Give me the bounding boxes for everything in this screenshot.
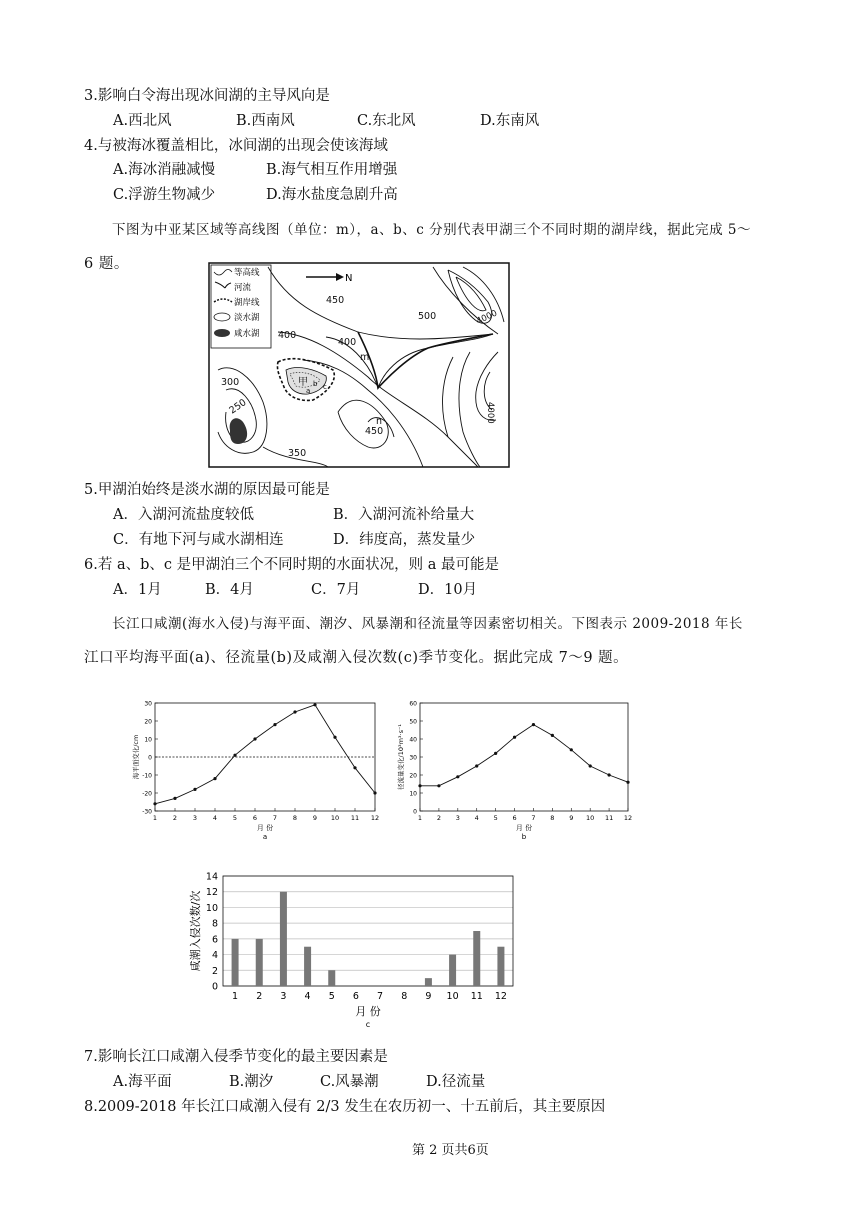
y-tick-label: -30 [142,808,152,816]
q4-option-d: D.海水盐度急剧升高 [266,187,398,203]
x-tick-label: 2 [256,991,263,1002]
q3-option-b: B.西南风 [236,113,295,129]
legend-freshwater: 淡水湖 [234,313,260,323]
q6-option-d: D．10月 [418,582,478,598]
q5-option-d: D．纬度高，蒸发量少 [333,532,476,548]
x-tick-label: 9 [569,814,574,822]
q5-option-a: A．入湖河流盐度较低 [113,507,254,523]
q3-stem: 3.影响白令海出现冰间湖的主导风向是 [84,88,330,104]
contour-label-450-top: 450 [326,295,345,306]
data-point [153,802,156,805]
label-b: b [313,380,318,388]
contour-label-4000-right: 4000 [485,402,495,424]
contour-label-400-left: 400 [278,330,297,341]
bar [280,892,287,986]
q4-option-a: A.海冰消融减慢 [113,162,216,178]
q5-option-c: C．有地下河与咸水湖相连 [113,532,284,548]
x-tick-label: 2 [436,814,441,822]
y-tick-label: 0 [211,981,218,993]
panel-label: a [262,833,268,841]
x-tick-label: 1 [152,814,158,822]
q5-option-b: B．入湖河流补给量大 [333,507,475,523]
x-tick-label: 1 [232,991,239,1002]
data-point [173,797,176,800]
x-tick-label: 12 [370,814,380,822]
bar [304,947,311,986]
y-tick-label: -20 [142,790,152,798]
intro-5-6-line1: 下图为中亚某区域等高线图（单位：m），a、b、c 分别代表甲湖三个不同时期的湖岸线，据此完成 5～ [112,222,751,238]
y-tick-label: 14 [205,871,218,883]
y-tick-label: 20 [144,718,152,726]
x-tick-label: 12 [494,991,507,1002]
contour-label-450-bottom: 450 [365,426,384,437]
contour-label-250: 250 [227,397,249,417]
q7-stem: 7.影响长江口咸潮入侵季节变化的最主要因素是 [84,1049,388,1065]
bar [425,978,432,986]
north-label: N [345,273,353,284]
legend-freshwater-icon [214,313,230,321]
label-c: c [323,383,327,391]
contour-label-300: 300 [221,377,240,388]
x-tick-label: 9 [312,814,318,822]
q7-option-a: A.海平面 [113,1074,172,1090]
q8-stem: 8.2009-2018 年长江口咸潮入侵有 2/3 发生在农历初一、十五前后，其主要原因 [84,1099,606,1115]
x-tick-label: 6 [352,991,359,1002]
contour-map [208,262,510,468]
plot-frame [420,703,628,811]
y-tick-label: 2 [211,965,218,977]
legend-river: 河流 [234,283,252,293]
x-tick-label: 5 [328,991,335,1002]
y-tick-label: -10 [142,772,152,780]
y-tick-label: 6 [211,934,218,946]
x-tick-label: 8 [550,814,555,822]
panel-label: c [365,1020,371,1029]
data-point [456,775,459,778]
x-tick-label: 4 [212,814,218,822]
series-line [420,725,628,786]
x-tick-label: 4 [304,991,311,1002]
y-tick-label: 40 [409,736,417,744]
runoff-chart [390,692,638,850]
data-point [333,736,336,739]
bar [449,955,456,986]
legend-shoreline: 湖岸线 [234,298,260,308]
data-point [193,788,196,791]
panel-label: b [521,833,527,841]
x-tick-label: 11 [470,991,483,1002]
legend-contour: 等高线 [234,268,260,278]
q3-option-d: D.东南风 [480,113,540,129]
x-tick-label: 2 [172,814,178,822]
y-tick-label: 0 [148,754,152,762]
y-tick-label: 4 [211,950,218,962]
x-axis-label: 月 份 [256,824,274,832]
x-tick-label: 8 [401,991,408,1002]
data-point [475,764,478,767]
label-m: m [360,352,370,363]
y-tick-label: 10 [205,902,218,914]
bar [328,970,335,986]
contour-label-350: 350 [288,448,307,459]
x-tick-label: 11 [604,814,614,822]
y-tick-label: 8 [211,918,218,930]
label-a: a [306,387,311,395]
x-tick-label: 5 [232,814,238,822]
y-axis-label: 海平面变化/cm [132,734,140,780]
q7-option-c: C.风暴潮 [320,1074,379,1090]
data-point [589,764,592,767]
intro-7-9-line1: 长江口咸潮(海水入侵)与海平面、潮汐、风暴潮和径流量等因素密切相关。下图表示 2009-2018 年长 [112,616,743,632]
y-tick-label: 50 [409,718,417,726]
contour-label-500: 500 [418,311,437,322]
x-tick-label: 6 [512,814,517,822]
x-tick-label: 9 [425,991,432,1002]
x-tick-label: 3 [280,991,287,1002]
q4-stem: 4.与被海冰覆盖相比，冰间湖的出现会使该海域 [84,138,388,154]
x-tick-label: 10 [330,814,340,822]
q7-option-d: D.径流量 [426,1074,486,1090]
y-tick-label: 20 [409,772,417,780]
data-point [233,754,236,757]
q5-stem: 5.甲湖泊始终是淡水湖的原因最可能是 [84,482,330,498]
bar [497,947,504,986]
data-point [513,736,516,739]
intro-7-9-line2: 江口平均海平面(a)、径流量(b)及咸潮入侵次数(c)季节变化。据此完成 7～9 题。 [84,650,629,666]
data-point [373,791,376,794]
q6-option-b: B．4月 [205,582,254,598]
x-tick-label: 10 [446,991,459,1002]
data-point [293,710,296,713]
legend-saltwater-icon [214,329,230,337]
x-tick-label: 4 [474,814,479,822]
y-tick-label: 12 [205,887,218,899]
data-point [532,723,535,726]
sea-level-chart [128,692,383,850]
q7-option-b: B.潮汐 [229,1074,274,1090]
data-point [607,773,610,776]
q4-option-c: C.浮游生物减少 [113,187,216,203]
series-line [155,705,375,804]
q4-option-b: B.海气相互作用增强 [266,162,398,178]
x-axis-label: 月 份 [515,824,533,832]
x-tick-label: 8 [292,814,298,822]
data-point [418,784,421,787]
label-lake-jia: 甲 [298,377,308,388]
data-point [213,777,216,780]
x-tick-label: 7 [272,814,278,822]
y-tick-label: 30 [409,754,417,762]
page-footer: 第 2 页共6页 [412,1143,489,1158]
legend-saltwater: 咸水湖 [234,329,260,339]
data-point [273,723,276,726]
data-point [353,766,356,769]
x-tick-label: 10 [586,814,595,822]
data-point [626,781,629,784]
q3-option-c: C.东北风 [357,113,416,129]
q6-stem: 6.若 a、b、c 是甲湖泊三个不同时期的水面状况，则 a 最可能是 [84,557,499,573]
data-point [494,752,497,755]
plot-frame [223,876,513,986]
x-tick-label: 3 [192,814,198,822]
y-axis-label: 径流量变化/10³m³·s⁻¹ [397,724,405,790]
contour-label-400-mid: 400 [338,337,357,348]
q6-option-a: A．1月 [113,582,162,598]
map-legend [211,265,271,348]
x-axis-label: 月 份 [355,1005,381,1018]
x-tick-label: 11 [350,814,360,822]
label-n: n [376,416,383,427]
x-tick-label: 7 [531,814,536,822]
y-axis-label: 咸潮入侵次数/次 [189,890,202,972]
y-tick-label: 10 [144,736,152,744]
y-tick-label: 60 [409,700,417,708]
x-tick-label: 12 [623,814,633,822]
data-point [570,748,573,751]
intro-5-6-line2: 6 题。 [84,256,129,272]
q3-option-a: A.西北风 [113,113,172,129]
bar [232,939,239,986]
saltwater-intrusion-chart [183,866,518,1036]
data-point [551,734,554,737]
x-tick-label: 5 [493,814,498,822]
x-tick-label: 7 [377,991,384,1002]
y-tick-label: 0 [413,808,417,816]
data-point [253,737,256,740]
data-point [437,784,440,787]
contour-label-4000-top: 4000 [475,308,499,327]
bar [473,931,480,986]
y-tick-label: 30 [144,700,152,708]
q6-option-c: C．7月 [311,582,361,598]
x-tick-label: 1 [417,814,423,822]
x-tick-label: 6 [252,814,258,822]
bar [256,939,263,986]
data-point [313,703,316,706]
x-tick-label: 3 [455,814,460,822]
y-tick-label: 10 [409,790,417,798]
